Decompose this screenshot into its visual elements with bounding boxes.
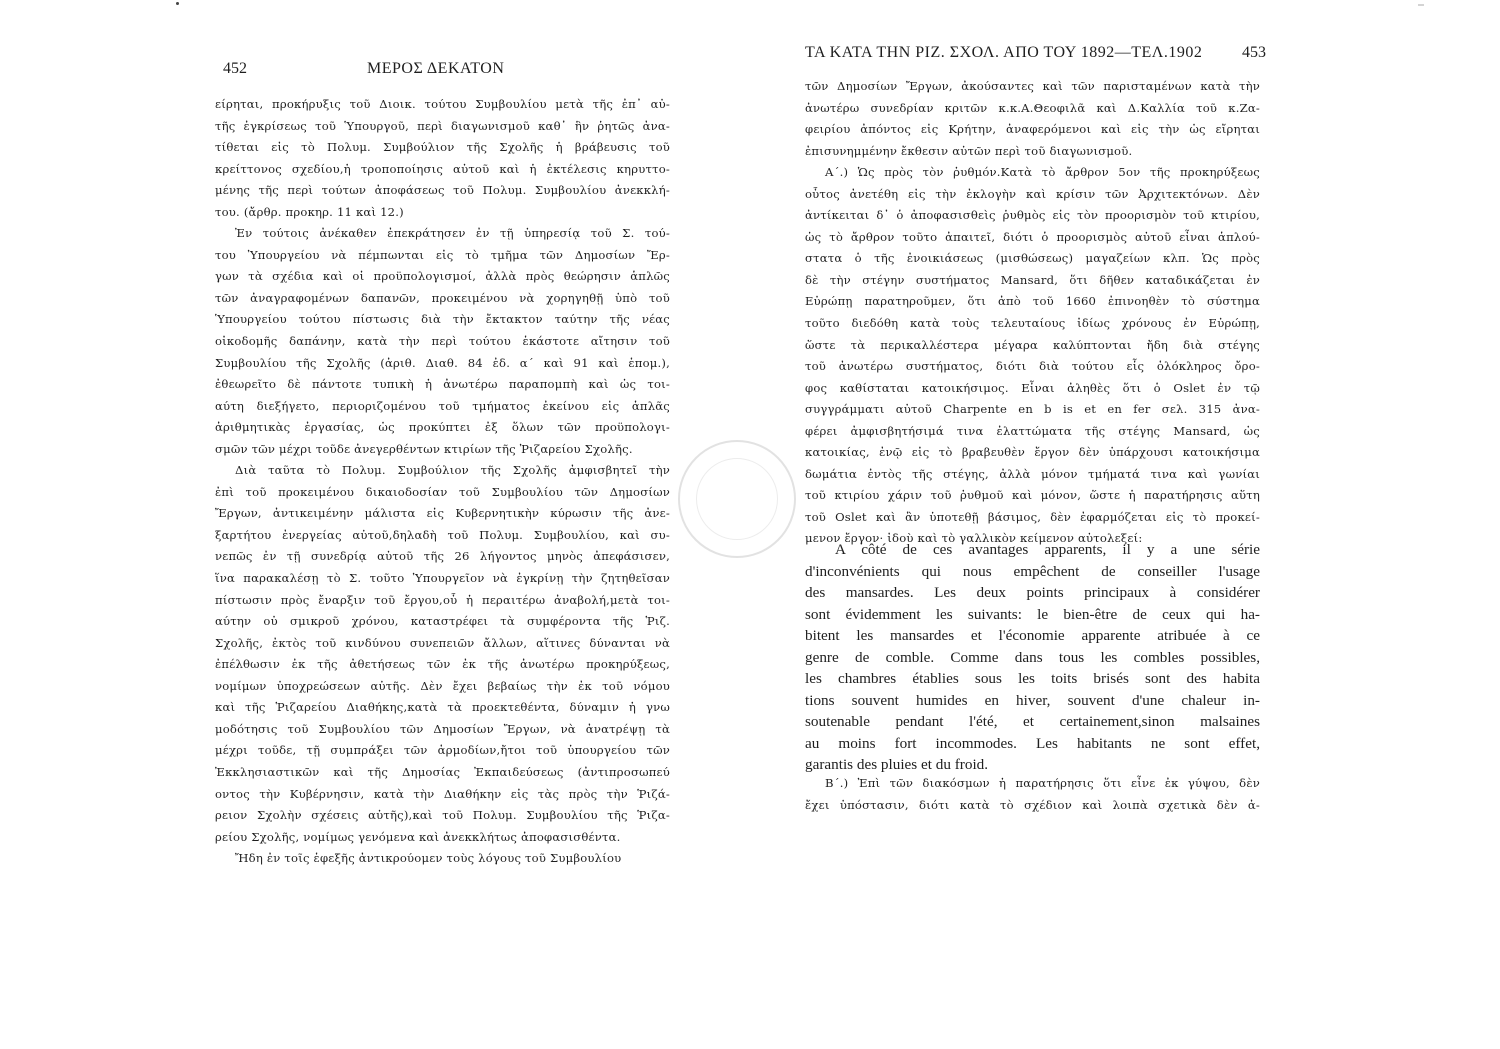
text-line: ἐπέλθωσιν ἐκ τῆς ἀθετήσεως τῶν ἐκ τῆς ἀνωτέρω προκηρύξεως, bbox=[215, 657, 670, 672]
text-line: μενον ἔργον· ἰδοὺ καὶ τὸ γαλλικὸν κείμενον αὐτολεξεί: bbox=[805, 531, 1143, 546]
left-page-body bbox=[215, 94, 670, 870]
text-line: τῆς ἐγκρίσεως τοῦ Ὑπουργοῦ, περὶ διαγωνισμοῦ καθ᾽ ἣν ῥητῶς ἀνα- bbox=[215, 118, 670, 133]
text-line: Β΄.) Ἐπὶ τῶν διακόσμων ἡ παρατήρησις ὅτι εἶνε ἐκ γύψου, δὲν bbox=[825, 776, 1260, 790]
page-number: 453 bbox=[1242, 44, 1266, 61]
text-line: αύτη διεξήγετο, περιοριζομένου τοῦ τμήματος ἐκείνου εἰς ἁπλᾶς bbox=[215, 398, 670, 413]
text-line: τῶν ἀναγραφομένων δαπανῶν, προκειμένου νὰ χορηγηθῇ ὑπὸ τοῦ bbox=[215, 290, 670, 305]
text-line: Ὑπουργείου τούτου πίστωσις διὰ τὴν ἔκτακτον ταύτην τῆς νέας bbox=[215, 312, 670, 327]
text-line: tions souvent humides en hiver, souvent d'une chaleur in- bbox=[805, 691, 1260, 709]
text-line: νεπῶς ἐν τῇ συνεδρίᾳ αὐτοῦ τῆς 26 λήγοντος μηνὸς ἀπεφάσισεν, bbox=[215, 549, 670, 564]
scan-speck bbox=[1418, 4, 1424, 6]
text-line: φος καθίσταται κατοικήσιμος. Εἶναι ἀληθὲς ὅτι ὁ Oslet ἐν τῷ bbox=[805, 380, 1260, 395]
text-line: ἐθεωρεῖτο δὲ πάντοτε τυπικὴ ἡ ἀνωτέρω παραπομπὴ καὶ ὡς τοι- bbox=[215, 377, 670, 392]
text-line: οἰκοδομῆς δαπάνην, κατὰ τὴν περὶ τούτου ἑκάστοτε αἴτησιν τοῦ bbox=[215, 334, 670, 349]
text-line: ἐπισυνημμένην ἔκθεσιν αὐτῶν περὶ τοῦ διαγωνισμοῦ. bbox=[805, 143, 1133, 158]
text-line: σμῶν τῶν μέχρι τοῦδε ἀνεγερθέντων κτιρίων τῆς Ῥιζαρείου Σχολῆς. bbox=[215, 441, 633, 456]
text-line: φειρίου ἀπόντος εἰς Κρήτην, ἀναφερόμενοι καὶ εἰς τὴν ὡς εἴρηται bbox=[805, 122, 1260, 137]
running-head: ΤΑ ΚΑΤΑ ΤΗΝ ΡΙΖ. ΣΧΟΛ. ΑΠΟ ΤΟΥ 1892—ΤΕΛ.1902 bbox=[805, 44, 1203, 61]
page-number: 452 bbox=[223, 60, 247, 77]
text-line: τοῦ Oslet καὶ ἂν ὑποτεθῇ βάσιμος, δὲν ἐφαρμόζεται εἰς τὸ προκεί- bbox=[805, 509, 1260, 524]
text-line: πίστωσιν πρὸς ἔναρξιν τοῦ ἔργου,οὗ ἡ περαιτέρω ἀναβολή,μετὰ τοι- bbox=[215, 592, 670, 607]
text-line: μέχρι τοῦδε, τῇ συμπράξει τῶν ἁρμοδίων,ἤτοι τοῦ ὑπουργείου τῶν bbox=[215, 743, 670, 758]
text-line: ἵνα παρακαλέσῃ τὸ Σ. τοῦτο Ὑπουργεῖον νὰ ἐγκρίνῃ τὴν ζητηθεῖσαν bbox=[215, 571, 670, 586]
text-line: Ἔργων, ἀντικειμένην μάλιστα εἰς Κυβερνητικὴν κύρωσιν τῆς ἀνε- bbox=[215, 506, 670, 521]
text-line: bitent les mansardes et l'économie apparente atribuée à ce bbox=[805, 627, 1260, 644]
text-line: φέρει ἀμφισβητήσιμά τινα ἐλαττώματα τῆς στέγης Mansard, ὡς bbox=[805, 423, 1260, 438]
text-line: οντος τὴν Κυβέρνησιν, κατὰ τὴν Διαθήκην εἰς τὰς πρὸς τὴν Ῥιζά- bbox=[215, 786, 670, 801]
text-line: οὗτος ἀνετέθη εἰς τὴν ἐκλογὴν καὶ κρίσιν τῶν Ἀρχιτεκτόνων. Δὲν bbox=[805, 186, 1260, 201]
text-line: ἔχει ὑπόστασιν, διότι κατὰ τὸ σχέδιον καὶ λοιπὰ σχετικὰ δὲν ἀ- bbox=[805, 797, 1260, 812]
text-line: μοδότησις τοῦ Συμβουλίου τῶν Δημοσίων Ἔργων, νὰ ἀνατρέψῃ τὰ bbox=[215, 721, 670, 736]
left-page-header bbox=[215, 60, 670, 86]
text-line: ρειον Σχολὴν σχέσεις αὐτῆς),καὶ τοῦ Πολυμ. Συμβουλίου τῆς Ῥιζα- bbox=[215, 808, 670, 823]
right-page-header bbox=[805, 44, 1266, 70]
text-line: ρείου Σχολῆς, νομίμως γενόμενα καὶ ἀνεκκλήτως ἀποφασισθέντα. bbox=[215, 829, 621, 844]
text-line: τοῦτο διεδόθη κατὰ τοὺς τελευταίους ἰδίως χρόνους ἐν Εὐρώπῃ, bbox=[805, 316, 1260, 331]
text-line: τίθεται εἰς τὸ Πολυμ. Συμβούλιον τῆς Σχολῆς ἡ βράβευσις τοῦ bbox=[215, 140, 670, 155]
text-line: τοῦ κτιρίου χάριν τοῦ ῥυθμοῦ καὶ μόνον, ὥστε ἡ παρατήρησις αὕτη bbox=[805, 488, 1260, 503]
text-line: Διὰ ταῦτα τὸ Πολυμ. Συμβούλιον τῆς Σχολῆς ἀμφισβητεῖ τὴν bbox=[235, 463, 670, 478]
text-line: νομίμων ὑποχρεώσεων αὐτῆς. Δὲν ἔχει βεβαίως τὴν ἐκ τοῦ νόμου bbox=[215, 678, 670, 693]
text-line: συγγράμματι αὐτοῦ Charpente en b is et en fer σελ. 315 ἀνα- bbox=[805, 402, 1260, 417]
library-stamp-icon bbox=[678, 440, 796, 558]
text-line: του. (ἄρθρ. προκηρ. 11 καὶ 12.) bbox=[215, 204, 404, 219]
right-page-body bbox=[805, 76, 1260, 550]
text-line: του Ὑπουργείου νὰ πέμπωνται εἰς τὸ τμῆμα τῶν Δημοσίων Ἔρ- bbox=[215, 247, 670, 262]
text-line: ὥστε τὰ περικαλλέστερα μέγαρα καλύπτονται ἤδη διὰ στέγης bbox=[805, 337, 1260, 352]
text-line: καὶ τῆς Ῥιζαρείου Διαθήκης,κατὰ τὰ προεκτεθέντα, δύναμιν ἡ γνω bbox=[215, 700, 670, 715]
text-line: ἀντίκειται δ᾽ ὁ ἀποφασισθεὶς ῥυθμὸς εἰς τὸν προορισμὸν τοῦ κτιρίου, bbox=[805, 208, 1260, 223]
text-line: ἐπὶ τοῦ προκειμένου δικαιοδοσίαν τοῦ Συμβουλίου τῶν Δημοσίων bbox=[215, 484, 670, 499]
text-line: στατα ὁ τῆς ἐνοικιάσεως (μισθώσεως) μαγαζείων κλπ. Ὡς πρὸς bbox=[805, 251, 1260, 266]
scan-speck bbox=[176, 2, 179, 5]
text-line: les chambres établies sous les toits brisés sont des habita bbox=[805, 670, 1260, 687]
french-quotation bbox=[805, 539, 1260, 776]
text-line: τοῦ ἀνωτέρω συστήματος, διότι διὰ τούτου εἷς ὁλόκληρος ὄρο- bbox=[805, 359, 1260, 374]
text-line: ὡς τὸ ἄρθρον τοῦτο ἀπαιτεῖ, διότι ὁ προορισμὸς αὐτοῦ εἶναι ἁπλού- bbox=[805, 229, 1260, 244]
text-line: au moins fort incommodes. Les habitants ne sont effet, bbox=[805, 734, 1260, 752]
text-line: ἀριθμητικὰς ἐργασίας, ὡς προκύπτει ἐξ ὅλων τῶν προϋπολογι- bbox=[215, 420, 670, 435]
text-line: γων τὰ σχέδια καὶ οἱ προϋπολογισμοί, ἀλλὰ πρὸς θεώρησιν ἁπλῶς bbox=[215, 269, 670, 284]
text-line: ξαρτήτου ἐνεργείας αὐτοῦ,δηλαδὴ τοῦ Πολυμ. Συμβουλίου, καὶ συ- bbox=[215, 527, 670, 542]
text-line: αύτην οὐ σμικροῦ χρόνου, καταστρέφει τὰ συμφέροντα τῆς Ῥιζ. bbox=[215, 614, 670, 629]
right-page-body-continued bbox=[805, 773, 1260, 816]
text-line: A côté de ces avantages apparents, il y a une série bbox=[835, 541, 1260, 558]
text-line: ἀνωτέρω συνεδρίαν κριτῶν κ.κ.Α.Θεοφιλᾶ καὶ Δ.Καλλία τοῦ κ.Ζα- bbox=[805, 100, 1260, 115]
running-head: ΜΕΡΟΣ ΔΕΚΑΤΟΝ bbox=[367, 60, 505, 77]
text-line: Εὐρώπῃ παρατηροῦμεν, ὅτι ἀπὸ τοῦ 1660 ἐπινοηθὲν τὸ σύστημα bbox=[805, 294, 1260, 309]
text-line: des mansardes. Les deux points principaux à considérer bbox=[805, 584, 1260, 601]
text-line: Ἤδη ἐν τοῖς ἑφεξῆς ἀντικρούομεν τοὺς λόγους τοῦ Συμβουλίου bbox=[235, 851, 622, 866]
text-line: d'inconvénients qui nous empêchent de conseiller l'usage bbox=[805, 562, 1260, 580]
text-line: genre de comble. Comme dans tous les combles possibles, bbox=[805, 648, 1260, 666]
text-line: μένης τῆς περὶ τούτων ἀποφάσεως τοῦ Πολυμ. Συμβουλίου ἀνεκκλή- bbox=[215, 183, 670, 198]
text-line: δωμάτια ἐντὸς τῆς στέγης, ἀλλὰ μόνον τμήματά τινα καὶ γωνίαι bbox=[805, 466, 1260, 481]
text-line: δὲ τὴν στέγην συστήματος Mansard, ὅτι δῆθεν καταδικάζεται ἐν bbox=[805, 272, 1260, 287]
text-line: Α΄.) Ὡς πρὸς τὸν ῥυθμόν.Κατὰ τὸ ἄρθρον 5ον τῆς προκηρύξεως bbox=[825, 165, 1260, 180]
text-line: τῶν Δημοσίων Ἔργων, ἀκούσαντες καὶ τῶν παρισταμένων κατὰ τὴν bbox=[805, 79, 1260, 93]
text-line: Ἐν τούτοις ἀνέκαθεν ἐπεκράτησεν ἐν τῇ ὑπηρεσίᾳ τοῦ Σ. τού- bbox=[235, 226, 670, 241]
text-line: soutenable pendant l'été, et certainement,sinon malsaines bbox=[805, 713, 1260, 730]
text-line: κατοικίας, ἐνῷ εἰς τὸ βραβευθὲν ἔργον δὲν ὑπάρχουσι κατοικήσιμα bbox=[805, 445, 1260, 460]
text-line: sont évidemment les suivants: le bien-être de ceux qui ha- bbox=[805, 605, 1260, 623]
text-line: είρηται, προκήρυξις τοῦ Διοικ. τούτου Συμβουλίου μετὰ τῆς ἐπ᾽ αὐ- bbox=[215, 97, 670, 111]
text-line: Ἐκκλησιαστικῶν καὶ τῆς Δημοσίας Ἐκπαιδεύσεως (ἀντιπροσωπεύ bbox=[215, 764, 670, 779]
text-line: garantis des pluies et du froid. bbox=[805, 756, 989, 773]
text-line: κρείττονος σχεδίου,ἡ τροποποίησις αὐτοῦ καὶ ἡ ἐκτέλεσις κηρυττο- bbox=[215, 161, 670, 176]
text-line: Σχολῆς, ἐκτὸς τοῦ κινδύνου συνεπειῶν ἄλλων, αἵτινες δύνανται νὰ bbox=[215, 635, 670, 650]
text-line: Συμβουλίου τῆς Σχολῆς (ἀριθ. Διαθ. 84 ἐδ. α΄ καὶ 91 καὶ ἑπομ.), bbox=[215, 355, 670, 370]
